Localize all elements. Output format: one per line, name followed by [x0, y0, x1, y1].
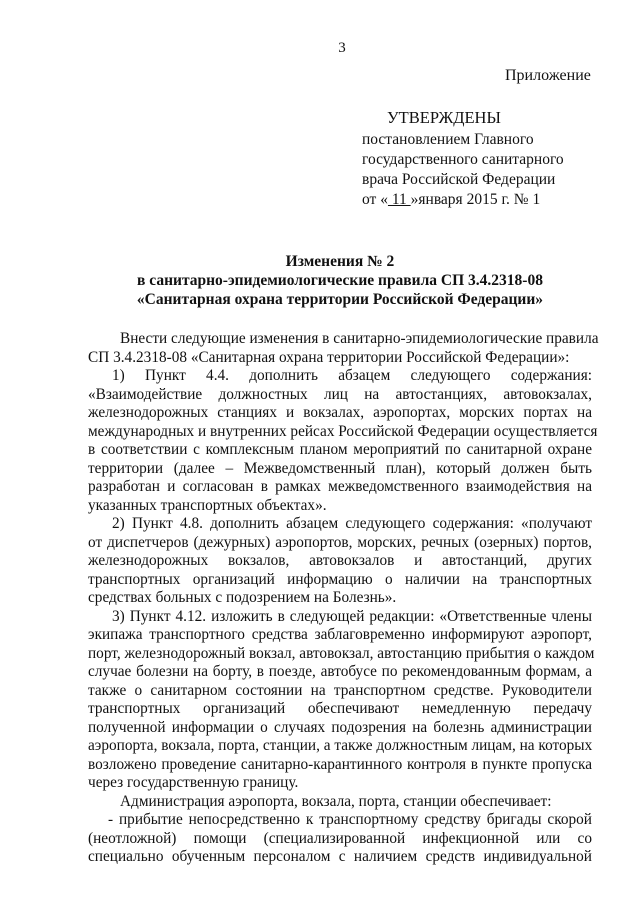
body-line: средствах больных с подозрением на Болезнь».	[88, 589, 397, 606]
body-line: «Взаимодействие должностных лиц на автостанциях, автовокзалах,	[88, 385, 592, 403]
body-line: порт, железнодорожный вокзал, автовокзал, автостанцию прибытия о каждом	[88, 644, 595, 662]
approval-date-line	[362, 190, 564, 210]
body-line: 1) Пункт 4.4. дополнить абзацем следующего содержания:	[112, 367, 592, 384]
approval-date-suffix: »января 2015 г. № 1	[410, 191, 541, 208]
body-line: территории (далее – Межведомственный план), который должен быть	[88, 459, 592, 477]
body-line: разработан и согласован в рамках межведомственного взаимодействия на	[88, 478, 592, 495]
approval-title: УТВЕРЖДЕНЫ	[387, 108, 501, 127]
body-line: транспортных организаций обеспечивают немедленную передачу	[88, 700, 592, 717]
approval-date-prefix: от «	[362, 191, 388, 208]
body-line: через государственную границу.	[88, 774, 299, 791]
body-line: СП 3.4.2318-08 «Санитарная охрана территории Российской Федерации»:	[88, 348, 570, 366]
page-number: 3	[338, 40, 346, 56]
body-line: также о санитарном состоянии на транспортном средстве. Руководители	[88, 681, 592, 699]
approval-date-day: 11	[387, 191, 411, 208]
body-line: Внести следующие изменения в санитарно-эпидемиологические правила	[120, 330, 599, 347]
body-line: указанных транспортных объектах».	[88, 496, 327, 514]
approval-line-2: государственного санитарного	[362, 151, 564, 168]
document-heading	[0, 252, 640, 309]
body-line: международных и внутренних рейсах Российской Федерации осуществляется	[88, 422, 598, 440]
body-line: 2) Пункт 4.8. дополнить абзацем следующего содержания: «получают	[112, 515, 592, 532]
body-line: 3) Пункт 4.12. изложить в следующей редакции: «Ответственные члены	[112, 607, 592, 625]
body-line: полученной информации о случаях подозрения на болезнь администрации	[88, 718, 592, 736]
body-line: железнодорожных станциях и вокзалах, аэропортах, морских портах на	[88, 404, 592, 421]
approval-line-3: врача Российской Федерации	[362, 171, 556, 188]
body-line: в соответствии с комплексным планом мероприятий по санитарной охране	[88, 441, 592, 458]
appendix-label: Приложение	[505, 67, 591, 84]
body-line: специально обученным персоналом с наличием средств индивидуальной	[88, 848, 592, 865]
heading-line-2: в санитарно-эпидемиологические правила СП 3.4.2318-08	[137, 272, 543, 289]
body-line: (неотложной) помощи (специализированной инфекционной или со	[88, 829, 592, 847]
body-line: Администрация аэропорта, вокзала, порта, станции обеспечивает:	[120, 792, 552, 810]
body-line: железнодорожных вокзалов, автовокзалов и автостанций, других	[88, 552, 592, 569]
approval-line-1: постановлением Главного	[362, 131, 534, 148]
body-line: случае болезни на борту, в поезде, автобусе по рекомендованным формам, а	[88, 663, 592, 680]
body-line: от диспетчеров (дежурных) аэропортов, морских, речных (озерных) портов,	[88, 533, 592, 551]
body-line: транспортных организаций информацию о наличии на транспортных	[88, 570, 592, 588]
body-line: - прибытие непосредственно к транспортному средству бригады скорой	[108, 811, 592, 828]
heading-line-1: Изменения № 2	[285, 253, 395, 270]
document-body	[88, 330, 599, 867]
approval-block	[362, 108, 564, 210]
heading-line-3: «Санитарная охрана территории Российской Федерации»	[136, 291, 544, 308]
body-line: возложено проведение санитарно-карантинного контроля в пункте пропуска	[88, 755, 592, 773]
body-line: аэропорта, вокзала, порта, станции, а также должностным лицам, на которых	[88, 737, 593, 754]
body-line: экипажа транспортного средства заблаговременно информируют аэропорт,	[88, 626, 592, 643]
